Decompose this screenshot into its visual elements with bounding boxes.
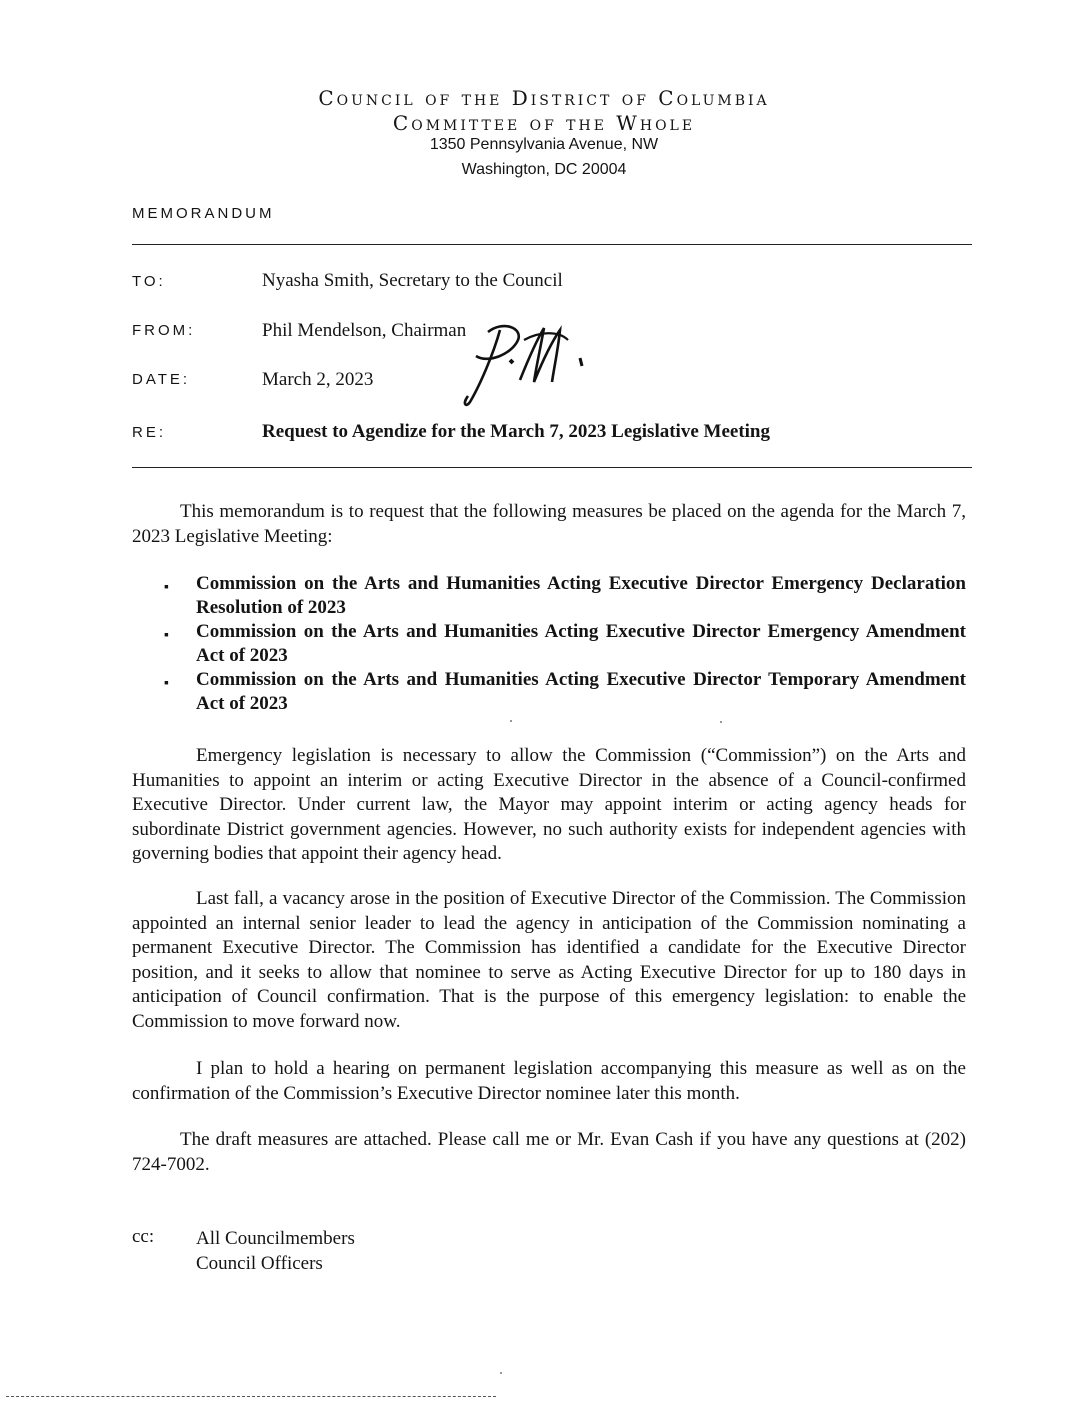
emergency-legislation-paragraph: Emergency legislation is necessary to allow the Commission (“Commission”) on the Arts and Humanities to appoint an interim or acting Executive Director in the absence of a Council-confirmed Executive Director. Under current law, the Mayor may appoint interim or acting agency heads for subordinate District government agencies. However, no such authority exists for independent agencies with governing bodies that appoint their agency head.: [132, 745, 966, 864]
measures-list: [160, 572, 966, 716]
measure-title: Commission on the Arts and Humanities Acting Executive Director Emergency Amendment Act of 2023: [196, 621, 966, 666]
to-value: Nyasha Smith, Secretary to the Council: [262, 270, 563, 291]
header-divider-bottom: [132, 467, 972, 468]
to-label: TO:: [132, 273, 166, 290]
cc-recipient: Council Officers: [196, 1253, 323, 1274]
bullet-icon: ▪: [164, 628, 169, 643]
cc-label: cc:: [132, 1226, 155, 1247]
measure-title: Commission on the Arts and Humanities Acting Executive Director Temporary Amendment Act of 2023: [196, 669, 966, 714]
measure-item: [160, 620, 966, 668]
measure-item: [160, 668, 966, 716]
from-label: FROM:: [132, 322, 196, 339]
re-label: RE:: [132, 424, 167, 441]
cc-recipients: [196, 1226, 355, 1276]
bullet-icon: ▪: [164, 580, 169, 595]
header-divider-top: [132, 244, 972, 245]
bullet-icon: ▪: [164, 676, 169, 691]
re-subject: Request to Agendize for the March 7, 2023 Legislative Meeting: [262, 421, 770, 442]
scan-speck: [720, 721, 722, 723]
measure-title: Commission on the Arts and Humanities Acting Executive Director Emergency Declaration Resolution of 2023: [196, 573, 966, 618]
intro-paragraph: This memorandum is to request that the following measures be placed on the agenda for the March 7, 2023 Legislative Meeting:: [132, 501, 966, 547]
date-value: March 2, 2023: [262, 369, 374, 390]
letterhead-city-address: Washington, DC 20004: [461, 161, 627, 178]
contact-paragraph: The draft measures are attached. Please call me or Mr. Evan Cash if you have any questions at (202) 724-7002.: [132, 1129, 966, 1175]
date-label: DATE:: [132, 371, 191, 388]
letterhead-council-name: Council of the District of Columbia: [318, 86, 770, 110]
handwritten-signature: [448, 310, 598, 410]
letterhead-street-address: 1350 Pennsylvania Avenue, NW: [429, 136, 659, 153]
from-value: Phil Mendelson, Chairman: [262, 320, 467, 341]
scan-speck: [500, 1372, 502, 1374]
cc-recipient: All Councilmembers: [196, 1228, 355, 1249]
hearing-paragraph: I plan to hold a hearing on permanent legislation accompanying this measure as well as on the confirmation of the Commission’s Executive Director nominee later this month.: [132, 1058, 966, 1104]
letterhead-committee-name: Committee of the Whole: [392, 111, 696, 135]
scan-edge-line: [6, 1396, 496, 1397]
vacancy-paragraph: Last fall, a vacancy arose in the position of Executive Director of the Commission. The Commission appointed an internal senior leader to lead the agency in anticipation of the Commission nominating a permanent Executive Director. The Commission has identified a candidate for the Executive Director position, and it seeks to allow that nominee to serve as Acting Executive Director for up to 180 days in anticipation of Council confirmation. That is the purpose of this emergency legislation: to enable the Commission to move forward now.: [132, 888, 966, 1032]
memorandum-label: MEMORANDUM: [132, 205, 275, 222]
measure-item: [160, 572, 966, 620]
scan-speck: [510, 720, 512, 722]
